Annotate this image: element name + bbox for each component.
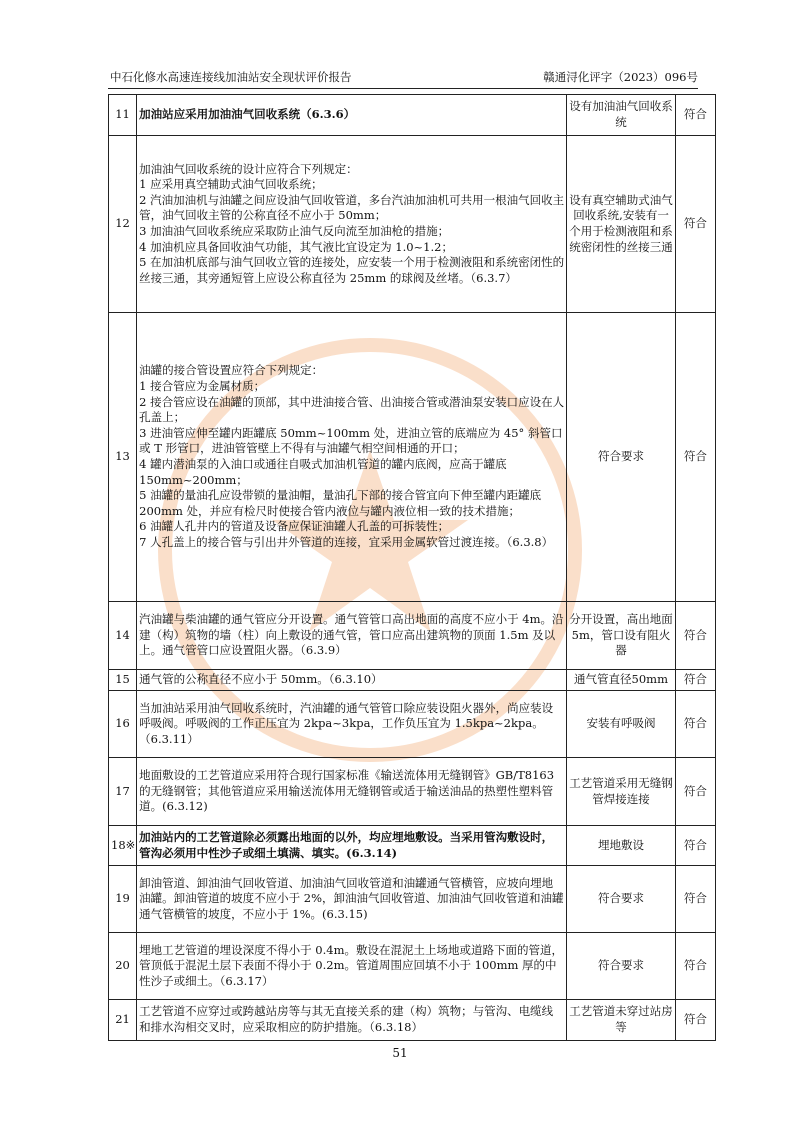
row-number: 18※ [109, 826, 137, 866]
requirement-line: 4 罐内潜油泵的入油口或通往自吸式加油机管道的罐内底阀，应高于罐底 150mm~200mm； [139, 457, 507, 487]
actual-status: 埋地敷设 [567, 826, 676, 866]
table-row [109, 758, 716, 826]
row-number: 21 [109, 1000, 137, 1041]
actual-status: 设有加油油气回收系统 [567, 95, 676, 136]
requirement-line: 加油油气回收系统的设计应符合下列规定： [139, 161, 358, 176]
table-row [109, 313, 716, 602]
conformity-result: 符合 [675, 95, 715, 136]
requirement-line: 卸油管道、卸油油气回收管道、加油油气回收管道和油罐通气管横管，应坡向埋地油罐。卸油管道的坡度不应小于 2%，卸油油气回收管道、加油油气回收管道和油罐通气管横管的坡度，不应小于 1%。(6.3.15) [139, 875, 564, 921]
row-number: 16 [109, 691, 137, 758]
actual-status: 安装有呼吸阀 [567, 691, 676, 758]
conformity-result: 符合 [675, 136, 715, 313]
table-row [109, 95, 716, 136]
table-row [109, 670, 716, 691]
actual-status: 符合要求 [567, 313, 676, 602]
conformity-result: 符合 [675, 691, 715, 758]
table-row [109, 1000, 716, 1041]
conformity-result: 符合 [675, 826, 715, 866]
requirement-line: 加油站内的工艺管道除必须露出地面的以外，均应埋地敷设。当采用管沟敷设时，管沟必须用中性沙子或细土填满、填实。(6.3.14) [139, 829, 554, 860]
table-row [109, 691, 716, 758]
requirement-line: 加油站应采用加油油气回收系统（6.3.6） [139, 107, 356, 122]
requirement-text [137, 602, 567, 670]
requirement-line: 1 接合管应为金属材质； [139, 379, 266, 394]
requirement-text [137, 313, 567, 602]
page-number: 51 [392, 1046, 408, 1060]
requirement-line: 5 油罐的量油孔应设带锁的量油帽，量油孔下部的接合管宜向下伸至罐内距罐底 200mm 处，并应有检尺时使接合管内液位与罐内液位相一致的技术措施； [139, 488, 542, 518]
document-number: 赣通浔化评字（2023）096号 [543, 70, 698, 84]
table-row [109, 136, 716, 313]
actual-status: 工艺管道未穿过站房等 [567, 1000, 676, 1041]
conformity-result: 符合 [675, 933, 715, 1000]
report-title: 中石化修水高速连接线加油站安全现状评价报告 [110, 70, 352, 84]
requirement-line: 3 进油管应伸至罐内距罐底 50mm~100mm 处，进油立管的底端应为 45° 斜管口或 T 形管口，进油管管壁上不得有与油罐气相空间相通的开口； [139, 425, 563, 456]
requirement-text [137, 933, 567, 1000]
requirement-line: 当加油站采用油气回收系统时，汽油罐的通气管管口除应装设阻火器外，尚应装设呼吸阀。呼吸阀的工作正压宜为 2kpa~3kpa，工作负压宜为 1.5kpa~2kpa。（6.3.11） [139, 700, 554, 746]
requirement-line: 5 在加油机底部与油气回收立管的连接处，应安装一个用于检测液阻和系统密闭性的丝接三通，其旁通短管上应设公称直径为 25mm 的球阀及丝堵。（6.3.7） [139, 255, 565, 285]
actual-status: 分开设置，高出地面 5m，管口设有阻火器 [567, 602, 676, 670]
requirement-text [137, 1000, 567, 1041]
actual-status: 符合要求 [567, 866, 676, 933]
requirement-line: 通气管的公称直径不应小于 50mm。（6.3.10） [139, 672, 383, 687]
row-number: 13 [109, 313, 137, 602]
row-number: 17 [109, 758, 137, 826]
requirement-text [137, 826, 567, 866]
requirement-line: 油罐的接合管设置应符合下列规定： [139, 363, 324, 378]
requirement-text [137, 691, 567, 758]
requirement-line: 7 人孔盖上的接合管与引出井外管道的连接，宜采用金属软管过渡连接。（6.3.8） [139, 534, 554, 549]
table-row [109, 933, 716, 1000]
conformity-result: 符合 [675, 866, 715, 933]
requirement-line: 3 加油油气回收系统应采取防止油气反向流至加油枪的措施； [139, 224, 450, 238]
requirement-line: 地面敷设的工艺管道应采用符合现行国家标准《输送流体用无缝钢管》GB/T8163 的无缝钢管；其他管道应采用输送流体用无缝钢管或适于输送油品的热塑性塑料管道。(6.3.12) [139, 768, 555, 814]
page-header [108, 68, 698, 89]
requirements-table [108, 94, 716, 1041]
row-number: 15 [109, 670, 137, 691]
requirement-text [137, 136, 567, 313]
table-row [109, 826, 716, 866]
actual-status: 符合要求 [567, 933, 676, 1000]
requirement-line: 埋地工艺管道的埋设深度不得小于 0.4m。敷设在混泥土上场地或道路下面的管道，管顶低于混泥土层下表面不得小于 0.2m。管道周围应回填不小于 100mm 厚的中性沙子或细土。（6.3.17） [139, 942, 563, 988]
actual-status: 设有真空辅助式油气回收系统,安装有一个用于检测液阻和系统密闭性的丝接三通 [567, 136, 676, 313]
requirement-line: 工艺管道不应穿过或跨越站房等与其无直接关系的建（构）筑物；与管沟、电缆线和排水沟相交叉时，应采取相应的防护措施。（6.3.18） [139, 1004, 554, 1034]
conformity-result: 符合 [675, 758, 715, 826]
row-number: 11 [109, 95, 137, 136]
requirement-text [137, 670, 567, 691]
row-number: 19 [109, 866, 137, 933]
requirement-line: 1 应采用真空辅助式油气回收系统； [139, 177, 323, 192]
requirement-line: 2 接合管应设在油罐的顶部，其中进油接合管、出油接合管或潜油泵安装口应设在人孔盖上； [139, 394, 565, 425]
conformity-result: 符合 [675, 1000, 715, 1041]
actual-status: 通气管直径50mm [567, 670, 676, 691]
conformity-result: 符合 [675, 602, 715, 670]
requirement-text [137, 758, 567, 826]
row-number: 14 [109, 602, 137, 670]
requirement-line: 4 加油机应具备回收油气功能，其气液比宜设定为 1.0~1.2； [139, 239, 453, 254]
actual-status: 工艺管道采用无缝钢管焊接连接 [567, 758, 676, 826]
requirement-line: 2 汽油加油机与油罐之间应设油气回收管道，多台汽油加油机可共用一根油气回收主管，油气回收主管的公称直径不应小于 50mm； [139, 192, 565, 223]
requirement-line: 汽油罐与柴油罐的通气管应分开设置。通气管管口高出地面的高度不应小于 4m。沿建（构）筑物的墙（柱）向上敷设的通气管，管口应高出建筑物的顶面 1.5m 及以上。通气管管口应设置阻火器。（6.3.9） [139, 612, 564, 658]
conformity-result: 符合 [675, 313, 715, 602]
row-number: 12 [109, 136, 137, 313]
table-row [109, 602, 716, 670]
conformity-result: 符合 [675, 670, 715, 691]
requirement-text [137, 95, 567, 136]
requirement-line: 6 油罐人孔井内的管道及设备应保证油罐人孔盖的可拆装性； [139, 519, 450, 534]
requirement-text [137, 866, 567, 933]
table-row [109, 866, 716, 933]
row-number: 20 [109, 933, 137, 1000]
